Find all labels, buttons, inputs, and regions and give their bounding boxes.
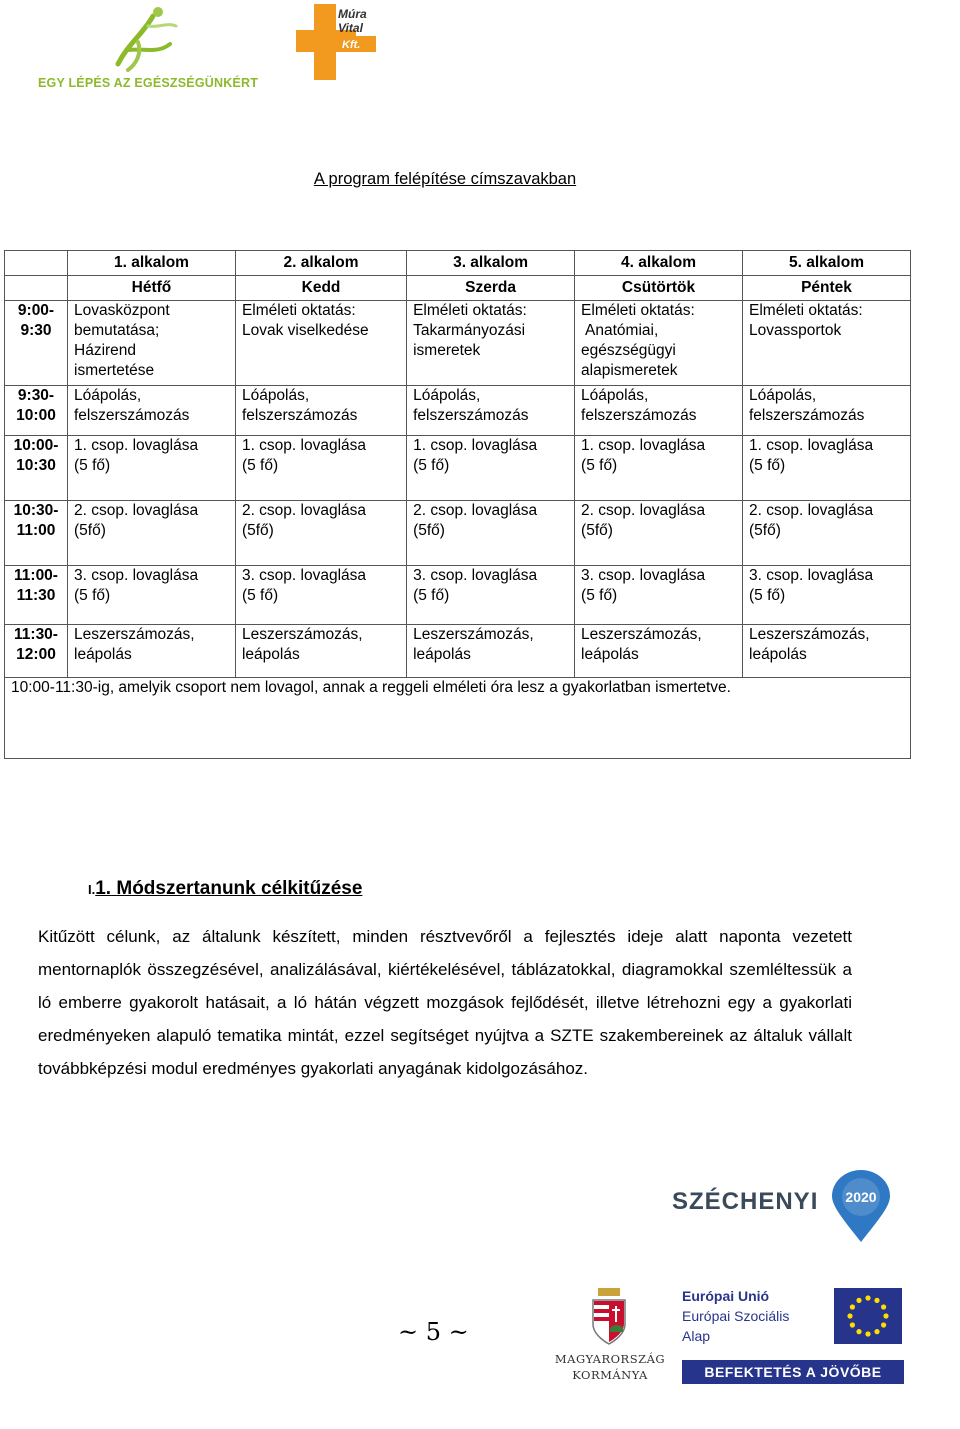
day-5: Péntek — [743, 276, 911, 301]
schedule-cell-line: leápolás — [749, 646, 807, 663]
logo-text-vital: Vital — [338, 21, 363, 35]
eu-star-icon — [865, 1295, 870, 1300]
schedule-cell-line: 2. csop. lovaglása — [581, 502, 706, 519]
schedule-cell-line: egészségügyi — [581, 342, 676, 359]
day-header-row — [5, 276, 911, 301]
szechenyi-2020-logo — [672, 1170, 902, 1250]
schedule-cell-line: Lóápolás, — [749, 387, 817, 404]
eu-text-line1: Európai Unió — [682, 1288, 770, 1304]
schedule-cell-line: bemutatása; — [74, 322, 160, 339]
schedule-cell-line: leápolás — [413, 646, 471, 663]
schedule-cell — [235, 301, 406, 386]
schedule-cell-line: Elméleti oktatás: — [413, 302, 527, 319]
occasion-1: 1. alkalom — [68, 251, 236, 276]
schedule-cell-line: 2. csop. lovaglása — [413, 502, 538, 519]
schedule-cell — [575, 301, 743, 386]
eu-star-icon — [881, 1322, 886, 1327]
schedule-cell-line: felszerszámozás — [413, 407, 529, 424]
gov-name-line1: MAGYARORSZÁG — [554, 1352, 666, 1366]
schedule-cell-line: 3. csop. lovaglása — [581, 567, 706, 584]
schedule-cell-line: 2. csop. lovaglása — [74, 502, 199, 519]
hungarian-government-logo — [550, 1288, 670, 1388]
logo-text-kft: Kft. — [342, 39, 361, 51]
page-number: ~ 5 ~ — [398, 1318, 469, 1346]
time-slot-line: 10:30 — [16, 457, 56, 474]
schedule-cell-line: 1. csop. lovaglása — [74, 437, 199, 454]
eu-slogan-bar: BEFEKTETÉS A JÖVŐBE — [682, 1360, 904, 1384]
schedule-cell-line: Leszerszámozás, — [74, 626, 195, 643]
szechenyi-text: SZÉCHENYI — [672, 1188, 819, 1215]
schedule-cell-line: (5fő) — [581, 522, 613, 539]
time-slot-line: 11:30 — [16, 587, 56, 604]
schedule-cell-line: (5 fő) — [241, 587, 279, 604]
schedule-cell — [407, 566, 575, 625]
schedule-cell — [407, 301, 575, 386]
schedule-cell-line: (5fő) — [74, 522, 106, 539]
schedule-cell-line: (5fő) — [241, 522, 274, 539]
occasion-2: 2. alkalom — [235, 251, 406, 276]
schedule-cell — [407, 501, 575, 566]
schedule-cell — [235, 436, 406, 501]
schedule-cell-line: Leszerszámozás, — [581, 626, 702, 643]
schedule-cell — [235, 501, 406, 566]
schedule-cell — [575, 625, 743, 678]
schedule-cell-line: Leszerszámozás, — [241, 626, 363, 643]
eu-star-icon — [874, 1298, 879, 1303]
schedule-cell-line: 3. csop. lovaglása — [241, 567, 367, 584]
schedule-cell — [407, 386, 575, 436]
coat-of-arms-icon — [590, 1288, 628, 1346]
section-title-number: 1. — [95, 878, 112, 899]
schedule-cell-line: 3. csop. lovaglása — [74, 567, 199, 584]
empty-corner-cell — [5, 276, 68, 301]
schedule-cell-line: Leszerszámozás, — [749, 626, 870, 643]
schedule-row — [5, 501, 911, 566]
schedule-cell-line: 3. csop. lovaglása — [749, 567, 874, 584]
schedule-cell-line: (5 fő) — [413, 587, 450, 604]
schedule-cell — [235, 386, 406, 436]
time-slot-line: 10:30- — [13, 502, 59, 519]
time-slot-line: 10:00- — [13, 437, 59, 454]
schedule-cell-line: (5 fő) — [74, 587, 111, 604]
schedule-cell-line: (5fő) — [749, 522, 781, 539]
time-slot-cell — [5, 566, 68, 625]
schedule-cell-line: Leszerszámozás, — [413, 626, 534, 643]
schedule-cell-line: Elméleti oktatás: — [581, 302, 695, 319]
schedule-cell-line: leápolás — [74, 646, 132, 663]
occasion-header-row — [5, 251, 911, 276]
time-slot-cell — [5, 301, 68, 386]
schedule-cell — [68, 301, 236, 386]
schedule-cell-line: Elméleti oktatás: — [241, 302, 356, 319]
occasion-5: 5. alkalom — [743, 251, 911, 276]
location-pin-icon — [830, 1170, 892, 1244]
section-heading — [88, 878, 362, 900]
eu-flag-icon — [834, 1288, 902, 1344]
schedule-cell-line: felszerszámozás — [749, 407, 865, 424]
section-number: I. — [88, 882, 96, 897]
time-slot-line: 9:30- — [17, 387, 55, 404]
schedule-cell-line: Házirend — [74, 342, 137, 359]
logo-text-mura: Múra — [338, 7, 367, 21]
schedule-cell-line: 3. csop. lovaglása — [413, 567, 538, 584]
time-slot-cell — [5, 436, 68, 501]
schedule-cell-line: 2. csop. lovaglása — [241, 502, 367, 519]
schedule-cell — [575, 566, 743, 625]
mura-vital-logo — [296, 4, 380, 82]
schedule-cell-line: Lóápolás, — [241, 387, 310, 404]
schedule-note-row — [5, 678, 911, 759]
schedule-row — [5, 625, 911, 678]
schedule-cell-line: Anatómiai, — [585, 322, 659, 339]
schedule-cell — [743, 501, 911, 566]
schedule-cell — [407, 436, 575, 501]
schedule-cell-line: Lovassportok — [749, 322, 842, 339]
time-slot-line: 11:30- — [14, 626, 58, 643]
schedule-cell — [235, 625, 406, 678]
schedule-cell-line: 1. csop. lovaglása — [413, 437, 538, 454]
runner-figure-icon — [98, 4, 188, 74]
schedule-cell — [575, 386, 743, 436]
eu-star-icon — [856, 1329, 861, 1334]
schedule-cell-line: (5 fő) — [413, 457, 450, 474]
schedule-cell-line: Takarmányozási — [413, 322, 526, 339]
eu-star-icon — [874, 1329, 879, 1334]
gov-name-line2: KORMÁNYA — [572, 1368, 648, 1382]
eu-star-icon — [881, 1304, 886, 1309]
time-slot-line: 12:00 — [16, 646, 56, 663]
eu-star-icon — [847, 1313, 852, 1318]
day-1: Hétfő — [68, 276, 236, 301]
time-slot-cell — [5, 501, 68, 566]
time-slot-line: 9:30 — [20, 322, 52, 339]
schedule-cell-line: (5 fő) — [749, 457, 786, 474]
egy-lepes-logo — [38, 4, 258, 92]
schedule-cell-line: (5fő) — [413, 522, 445, 539]
schedule-cell-line: (5 fő) — [749, 587, 786, 604]
schedule-cell-line: Lovasközpont — [74, 302, 170, 319]
schedule-cell-line: (5 fő) — [241, 457, 279, 474]
schedule-cell — [235, 566, 406, 625]
empty-corner-cell — [5, 251, 68, 276]
schedule-cell — [68, 501, 236, 566]
schedule-cell — [743, 436, 911, 501]
schedule-cell-line: alapismeretek — [581, 362, 678, 379]
time-slot-line: 10:00 — [16, 407, 56, 424]
schedule-cell-line: ismeretek — [413, 342, 481, 359]
schedule-cell — [575, 501, 743, 566]
schedule-row — [5, 566, 911, 625]
logo-slogan: EGY LÉPÉS AZ EGÉSZSÉGÜNKÉRT — [38, 76, 259, 90]
schedule-cell-line: Lóápolás, — [74, 387, 142, 404]
schedule-cell — [407, 625, 575, 678]
eu-star-icon — [883, 1313, 888, 1318]
time-slot-line: 11:00 — [16, 522, 56, 539]
schedule-cell-line: felszerszámozás — [241, 407, 358, 424]
eu-star-icon — [850, 1322, 855, 1327]
eu-text-line3: Alap — [682, 1328, 711, 1344]
time-slot-cell — [5, 625, 68, 678]
schedule-cell-line: ismertetése — [74, 362, 155, 379]
time-slot-line: 9:00- — [17, 302, 55, 319]
schedule-cell-line: 1. csop. lovaglása — [581, 437, 706, 454]
day-2: Kedd — [235, 276, 406, 301]
schedule-cell-line: Lovak viselkedése — [241, 322, 369, 339]
schedule-cell — [575, 436, 743, 501]
schedule-cell-line: 1. csop. lovaglása — [241, 437, 367, 454]
schedule-cell — [68, 436, 236, 501]
section-paragraph: Kitűzött célunk, az általunk készített, minden résztvevőről a fejlesztés ideje alatt naponta vezetett mentornaplók összegzésével, analizálásával, kiértékelésével, táblázatokkal, diagramokkal szemléltessük a ló emberre gyakorolt hatásait, a ló hátán végzett mozgások fejlődését, illetve létrehozni egy a gyakorlati eredményeken alapuló tematika mintát, ezzel segítséget nyújtva a SZTE szakembereinek az általuk vállalt továbbképzési modul eredményes gyakorlati anyagának kidolgozásához. — [38, 927, 852, 1078]
schedule-cell-line: leápolás — [581, 646, 639, 663]
schedule-cell-line: 2. csop. lovaglása — [749, 502, 874, 519]
schedule-cell — [743, 301, 911, 386]
eu-star-icon — [856, 1298, 861, 1303]
schedule-table — [4, 250, 911, 759]
schedule-cell — [68, 386, 236, 436]
eu-star-icon — [865, 1331, 870, 1336]
time-slot-cell — [5, 386, 68, 436]
section-title: Módszertanunk célkitűzése — [116, 878, 363, 899]
schedule-row — [5, 386, 911, 436]
schedule-note: 10:00-11:30-ig, amelyik csoport nem lovagol, annak a reggeli elméleti óra lesz a gyakorlatban ismertetve. — [5, 678, 911, 759]
schedule-cell-line: (5 fő) — [581, 587, 618, 604]
time-slot-line: 11:00- — [14, 567, 58, 584]
schedule-row — [5, 436, 911, 501]
schedule-cell-line: (5 fő) — [581, 457, 618, 474]
schedule-cell — [743, 386, 911, 436]
eu-social-fund-logo — [682, 1288, 904, 1384]
schedule-cell-line: felszerszámozás — [581, 407, 697, 424]
occasion-3: 3. alkalom — [407, 251, 575, 276]
schedule-cell-line: leápolás — [241, 646, 300, 663]
eu-star-icon — [850, 1304, 855, 1309]
schedule-cell-line: (5 fő) — [74, 457, 111, 474]
day-3: Szerda — [407, 276, 575, 301]
schedule-cell — [68, 625, 236, 678]
eu-text-line2: Európai Szociális — [682, 1308, 790, 1324]
schedule-cell-line: felszerszámozás — [74, 407, 190, 424]
schedule-cell — [68, 566, 236, 625]
schedule-cell — [743, 566, 911, 625]
schedule-cell-line: Lóápolás, — [581, 387, 649, 404]
schedule-cell-line: Elméleti oktatás: — [749, 302, 863, 319]
szechenyi-year: 2020 — [845, 1189, 877, 1205]
occasion-4: 4. alkalom — [575, 251, 743, 276]
schedule-row — [5, 301, 911, 386]
schedule-cell-line: 1. csop. lovaglása — [749, 437, 874, 454]
schedule-cell — [743, 625, 911, 678]
schedule-cell-line: Lóápolás, — [413, 387, 481, 404]
page-title: A program felépítése címszavakban — [313, 170, 577, 188]
day-4: Csütörtök — [575, 276, 743, 301]
